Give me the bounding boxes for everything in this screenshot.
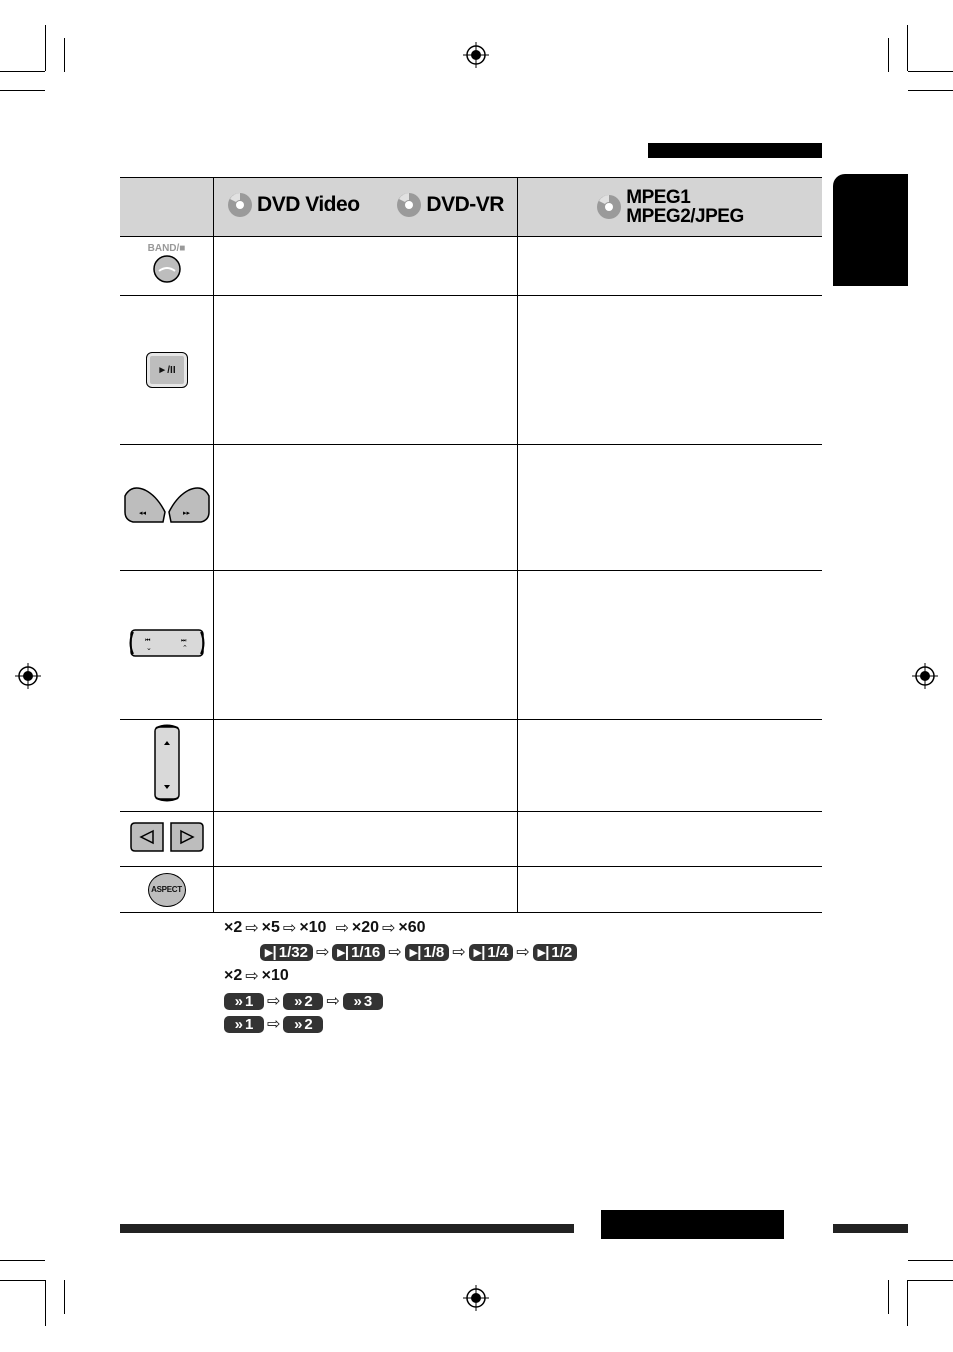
crop-mark: [888, 38, 889, 72]
left-right-buttons-cell: [120, 812, 214, 867]
slow-step-value: 1/2: [551, 943, 573, 961]
aspect-button[interactable]: [148, 873, 186, 907]
table-row: [120, 445, 822, 571]
table-row: [120, 571, 822, 720]
step-value: 1: [245, 992, 254, 1010]
up-down-rocker-button[interactable]: [152, 723, 182, 803]
svg-text:⌄: ⌄: [145, 643, 152, 652]
slow-step-pill: ▸| 1/32: [260, 944, 313, 961]
table-header-row: [120, 178, 822, 237]
crop-mark: [907, 25, 908, 71]
slow-step-value: 1/8: [423, 943, 445, 961]
disc-icon: [227, 192, 253, 218]
section-header-bar: [648, 143, 822, 158]
svg-text:◂◂: ◂◂: [138, 509, 146, 517]
band-stop-button[interactable]: [150, 254, 184, 284]
play-pause-label: ►/II: [157, 364, 176, 376]
right-button[interactable]: [171, 823, 203, 851]
slow-step-pill: ▸| 1/4: [469, 944, 514, 961]
registration-mark-right-icon: [912, 663, 938, 689]
header-empty-cell: [120, 178, 214, 237]
rewind-fastforward-buttons: [121, 482, 213, 528]
step-pill: » 2: [283, 1016, 323, 1033]
dvd-vr-text: DVD-VR: [426, 192, 504, 216]
mpeg-cell: [518, 812, 823, 867]
second-speed-sequence: ×2 ⇨ ×10: [224, 967, 289, 985]
control-table: [120, 177, 822, 913]
crop-mark: [0, 1280, 45, 1281]
step-value: 1: [245, 1015, 254, 1033]
crop-mark: [0, 1260, 45, 1261]
forward-speed-sequence: ×2 ⇨ ×5 ⇨ ×10 ⇨ ×20 ⇨ ×60: [224, 919, 426, 937]
disc-icon: [596, 194, 622, 220]
step-value: 3: [363, 992, 373, 1010]
aspect-label: ASPECT: [151, 885, 182, 894]
crop-mark: [908, 90, 953, 91]
play-pause-button[interactable]: [146, 352, 188, 388]
table-row: [120, 720, 822, 812]
svg-text:⏮: ⏮: [144, 636, 150, 644]
header-dvd-cell: [214, 178, 518, 237]
speed-value: ×5: [261, 919, 280, 936]
band-button-cell: [120, 237, 214, 296]
two-step-sequence: » 1 ⇨ » 2: [224, 1014, 323, 1034]
speed-value: ×20: [351, 919, 379, 936]
speed-value: ×60: [398, 919, 426, 936]
fastforward-button[interactable]: [169, 488, 209, 522]
dvd-vr-label: [396, 192, 504, 218]
crop-mark: [64, 1280, 65, 1314]
mpeg-line2: MPEG2/JPEG: [626, 206, 744, 227]
rewind-button[interactable]: [125, 488, 165, 522]
step-pill: » 1: [224, 1016, 264, 1033]
speed-value: ×2: [224, 967, 243, 984]
slow-step-value: 1/16: [351, 943, 381, 961]
dvd-video-text: DVD Video: [257, 192, 360, 216]
header-mpeg-cell: [518, 178, 823, 237]
registration-mark-left-icon: [15, 663, 41, 689]
crop-mark: [908, 1280, 953, 1281]
skip-rocker-button[interactable]: [127, 628, 207, 658]
play-pause-cell: [120, 296, 214, 445]
dvd-cell: [214, 296, 518, 445]
mpeg-cell: [518, 867, 823, 913]
crop-mark: [907, 1280, 908, 1326]
three-step-sequence: » 1 ⇨ » 2 ⇨ » 3: [224, 991, 383, 1011]
slow-step-pill: ▸| 1/16: [332, 944, 385, 961]
crop-mark: [888, 1280, 889, 1314]
footer-rule: [120, 1224, 574, 1233]
dvd-cell: [214, 720, 518, 812]
slow-step-value: 1/4: [487, 943, 509, 961]
skip-buttons-cell: [120, 571, 214, 720]
table-row: [120, 867, 822, 913]
crop-mark: [45, 1280, 46, 1326]
svg-text:⌃: ⌃: [181, 643, 188, 652]
mpeg-cell: [518, 237, 823, 296]
crop-mark: [45, 25, 46, 71]
step-pill: » 2: [283, 993, 323, 1010]
registration-mark-top-icon: [463, 42, 489, 68]
speed-value: ×10: [261, 967, 289, 984]
search-buttons-cell: [120, 445, 214, 571]
mpeg-cell: [518, 571, 823, 720]
crop-mark: [0, 71, 45, 72]
svg-text:▸▸: ▸▸: [182, 509, 190, 517]
svg-text:⏭: ⏭: [180, 636, 186, 644]
table-row: [120, 812, 822, 867]
crop-mark: [0, 90, 45, 91]
dvd-cell: [214, 237, 518, 296]
crop-mark: [908, 71, 953, 72]
table-row: [120, 237, 822, 296]
crop-mark: [908, 1260, 953, 1261]
dvd-cell: [214, 812, 518, 867]
speed-value: ×2: [224, 919, 243, 936]
dvd-cell: [214, 867, 518, 913]
slow-step-value: 1/32: [278, 943, 308, 961]
left-button[interactable]: [131, 823, 163, 851]
dvd-cell: [214, 571, 518, 720]
step-value: 2: [304, 1015, 313, 1033]
left-right-buttons: [129, 820, 205, 854]
mpeg-cell: [518, 445, 823, 571]
registration-mark-bottom-icon: [463, 1285, 489, 1311]
step-pill: » 3: [343, 993, 383, 1010]
step-value: 2: [304, 992, 313, 1010]
mpeg-line1: MPEG1: [626, 187, 691, 208]
slow-step-pill: ▸| 1/8: [405, 944, 450, 961]
mpeg-cell: [518, 296, 823, 445]
slow-speed-sequence: ▸| 1/32 ⇨ ▸| 1/16 ⇨ ▸| 1/8 ⇨ ▸| 1/4 ⇨ ▸| 1/2: [260, 942, 577, 962]
band-label: BAND/■: [147, 243, 186, 254]
footer-rule-right: [833, 1224, 908, 1233]
step-pill: » 1: [224, 993, 264, 1010]
dvd-cell: [214, 445, 518, 571]
dvd-video-label: [227, 192, 359, 218]
language-side-tab: [833, 174, 908, 286]
updown-buttons-cell: [120, 720, 214, 812]
speed-value: ×10: [299, 919, 327, 936]
disc-icon: [396, 192, 422, 218]
crop-mark: [64, 38, 65, 72]
page-number-block: [601, 1210, 784, 1239]
mpeg-cell: [518, 720, 823, 812]
table-row: [120, 296, 822, 445]
aspect-button-cell: [120, 867, 214, 913]
mpeg-label: [596, 188, 744, 226]
slow-step-pill: ▸| 1/2: [533, 944, 578, 961]
